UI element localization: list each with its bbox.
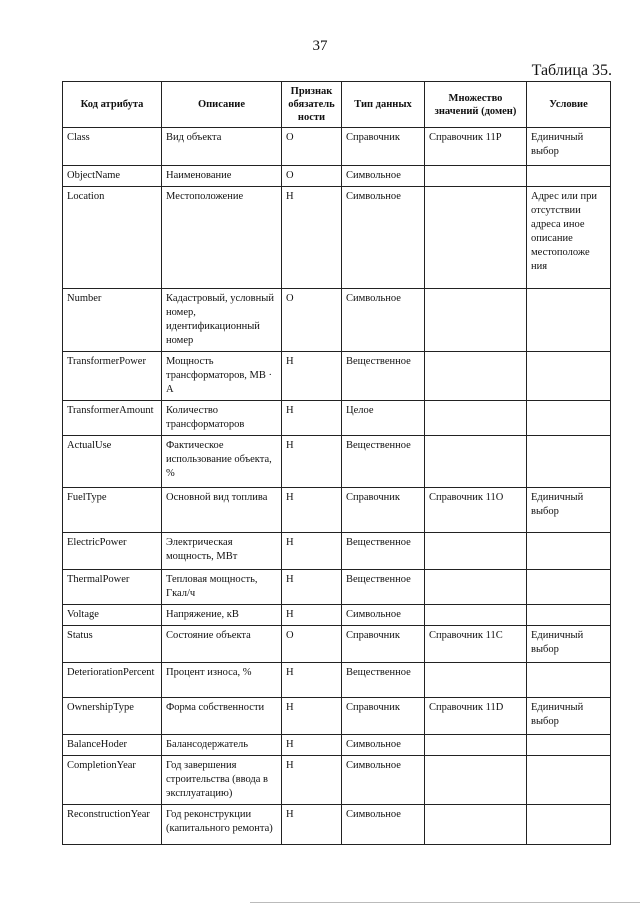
cell-description: Мощность трансформаторов, МВ · А bbox=[162, 352, 282, 401]
cell-attribute-code: ObjectName bbox=[63, 166, 162, 187]
cell-attribute-code: OwnershipType bbox=[63, 698, 162, 735]
table-row bbox=[63, 605, 611, 626]
cell-data-type: Символьное bbox=[342, 756, 425, 805]
table-row bbox=[63, 289, 611, 352]
cell-condition bbox=[527, 735, 611, 756]
table-row bbox=[63, 352, 611, 401]
cell-description: Напряжение, кВ bbox=[162, 605, 282, 626]
cell-data-type: Вещественное bbox=[342, 570, 425, 605]
cell-data-type: Символьное bbox=[342, 805, 425, 845]
cell-condition: Единичный выбор bbox=[527, 698, 611, 735]
cell-condition: Единичный выбор bbox=[527, 128, 611, 166]
cell-description: Состояние объекта bbox=[162, 626, 282, 663]
table-row bbox=[63, 698, 611, 735]
cell-data-type: Символьное bbox=[342, 735, 425, 756]
cell-mandatory-flag: Н bbox=[282, 570, 342, 605]
cell-value-domain bbox=[425, 166, 527, 187]
cell-description: Год реконструкции (капитального ремонта) bbox=[162, 805, 282, 845]
table-row bbox=[63, 166, 611, 187]
cell-description: Основной вид топлива bbox=[162, 488, 282, 533]
cell-data-type: Символьное bbox=[342, 605, 425, 626]
cell-data-type: Справочник bbox=[342, 698, 425, 735]
cell-condition bbox=[527, 289, 611, 352]
cell-mandatory-flag: О bbox=[282, 626, 342, 663]
cell-data-type: Символьное bbox=[342, 166, 425, 187]
cell-description: Фактическое использование объекта, % bbox=[162, 436, 282, 488]
cell-mandatory-flag: Н bbox=[282, 401, 342, 436]
cell-condition: Единичный выбор bbox=[527, 488, 611, 533]
cell-condition bbox=[527, 401, 611, 436]
cell-value-domain bbox=[425, 352, 527, 401]
cell-value-domain bbox=[425, 570, 527, 605]
cell-mandatory-flag: Н bbox=[282, 187, 342, 289]
cell-condition bbox=[527, 533, 611, 570]
cell-condition bbox=[527, 166, 611, 187]
cell-condition bbox=[527, 352, 611, 401]
table-row bbox=[63, 488, 611, 533]
cell-value-domain bbox=[425, 663, 527, 698]
table-row bbox=[63, 756, 611, 805]
cell-attribute-code: Number bbox=[63, 289, 162, 352]
cell-mandatory-flag: Н bbox=[282, 488, 342, 533]
cell-data-type: Символьное bbox=[342, 289, 425, 352]
table-caption: Таблица 35. bbox=[531, 62, 612, 79]
table-row bbox=[63, 436, 611, 488]
cell-data-type: Справочник bbox=[342, 128, 425, 166]
cell-description: Кадастровый, условный номер, идентификационный номер bbox=[162, 289, 282, 352]
attribute-table bbox=[62, 81, 611, 845]
cell-attribute-code: ElectricPower bbox=[63, 533, 162, 570]
page-number: 37 bbox=[312, 38, 328, 54]
cell-value-domain bbox=[425, 805, 527, 845]
cell-value-domain bbox=[425, 401, 527, 436]
bottom-rule bbox=[250, 902, 640, 903]
cell-description: Форма собственности bbox=[162, 698, 282, 735]
cell-description: Местоположение bbox=[162, 187, 282, 289]
cell-mandatory-flag: Н bbox=[282, 436, 342, 488]
cell-condition bbox=[527, 805, 611, 845]
header-mandatory-flag: Признак обязатель ности bbox=[282, 82, 342, 128]
cell-attribute-code: TransformerAmount bbox=[63, 401, 162, 436]
cell-condition bbox=[527, 756, 611, 805]
cell-data-type: Символьное bbox=[342, 187, 425, 289]
cell-condition bbox=[527, 570, 611, 605]
header-data-type: Тип данных bbox=[342, 82, 425, 128]
cell-data-type: Справочник bbox=[342, 626, 425, 663]
cell-condition bbox=[527, 663, 611, 698]
cell-mandatory-flag: Н bbox=[282, 605, 342, 626]
cell-mandatory-flag: Н bbox=[282, 756, 342, 805]
cell-mandatory-flag: О bbox=[282, 166, 342, 187]
cell-attribute-code: FuelType bbox=[63, 488, 162, 533]
table-row bbox=[63, 626, 611, 663]
cell-description: Электрическая мощность, МВт bbox=[162, 533, 282, 570]
cell-attribute-code: Class bbox=[63, 128, 162, 166]
cell-value-domain: Справочник 11С bbox=[425, 626, 527, 663]
header-description: Описание bbox=[162, 82, 282, 128]
table-row bbox=[63, 663, 611, 698]
cell-condition: Адрес или при отсутствии адреса иное описание местоположе ния bbox=[527, 187, 611, 289]
cell-value-domain bbox=[425, 533, 527, 570]
cell-attribute-code: TransformerPower bbox=[63, 352, 162, 401]
cell-mandatory-flag: Н bbox=[282, 698, 342, 735]
cell-attribute-code: Location bbox=[63, 187, 162, 289]
cell-attribute-code: Status bbox=[63, 626, 162, 663]
cell-data-type: Вещественное bbox=[342, 436, 425, 488]
cell-data-type: Целое bbox=[342, 401, 425, 436]
cell-mandatory-flag: Н bbox=[282, 352, 342, 401]
cell-attribute-code: ReconstructionYear bbox=[63, 805, 162, 845]
table-row bbox=[63, 533, 611, 570]
cell-mandatory-flag: Н bbox=[282, 533, 342, 570]
header-attribute-code: Код атрибута bbox=[63, 82, 162, 128]
cell-attribute-code: Voltage bbox=[63, 605, 162, 626]
cell-mandatory-flag: Н bbox=[282, 735, 342, 756]
table-row bbox=[63, 187, 611, 289]
cell-value-domain bbox=[425, 756, 527, 805]
cell-attribute-code: DeteriorationPercent bbox=[63, 663, 162, 698]
cell-data-type: Вещественное bbox=[342, 352, 425, 401]
cell-attribute-code: CompletionYear bbox=[63, 756, 162, 805]
cell-value-domain bbox=[425, 436, 527, 488]
cell-mandatory-flag: О bbox=[282, 289, 342, 352]
cell-description: Количество трансформаторов bbox=[162, 401, 282, 436]
cell-attribute-code: ActualUse bbox=[63, 436, 162, 488]
cell-description: Процент износа, % bbox=[162, 663, 282, 698]
cell-value-domain bbox=[425, 735, 527, 756]
cell-data-type: Вещественное bbox=[342, 533, 425, 570]
cell-mandatory-flag: О bbox=[282, 128, 342, 166]
header-value-domain: Множество значений (домен) bbox=[425, 82, 527, 128]
cell-value-domain: Справочник 11D bbox=[425, 698, 527, 735]
cell-mandatory-flag: Н bbox=[282, 805, 342, 845]
cell-data-type: Вещественное bbox=[342, 663, 425, 698]
cell-attribute-code: BalanceHoder bbox=[63, 735, 162, 756]
header-condition: Условие bbox=[527, 82, 611, 128]
table-row bbox=[63, 401, 611, 436]
table-header-row bbox=[63, 82, 611, 128]
cell-attribute-code: ThermalPower bbox=[63, 570, 162, 605]
cell-value-domain: Справочник 11Р bbox=[425, 128, 527, 166]
cell-mandatory-flag: Н bbox=[282, 663, 342, 698]
cell-value-domain bbox=[425, 289, 527, 352]
table-row bbox=[63, 805, 611, 845]
table-row bbox=[63, 735, 611, 756]
cell-description: Тепловая мощность, Гкал/ч bbox=[162, 570, 282, 605]
table-row bbox=[63, 570, 611, 605]
cell-value-domain bbox=[425, 187, 527, 289]
cell-condition bbox=[527, 605, 611, 626]
cell-value-domain: Справочник 11О bbox=[425, 488, 527, 533]
cell-description: Год завершения строительства (ввода в эксплуатацию) bbox=[162, 756, 282, 805]
cell-condition: Единичный выбор bbox=[527, 626, 611, 663]
cell-data-type: Справочник bbox=[342, 488, 425, 533]
cell-description: Наименование bbox=[162, 166, 282, 187]
table-row bbox=[63, 128, 611, 166]
cell-description: Вид объекта bbox=[162, 128, 282, 166]
cell-condition bbox=[527, 436, 611, 488]
cell-value-domain bbox=[425, 605, 527, 626]
cell-description: Балансодержатель bbox=[162, 735, 282, 756]
